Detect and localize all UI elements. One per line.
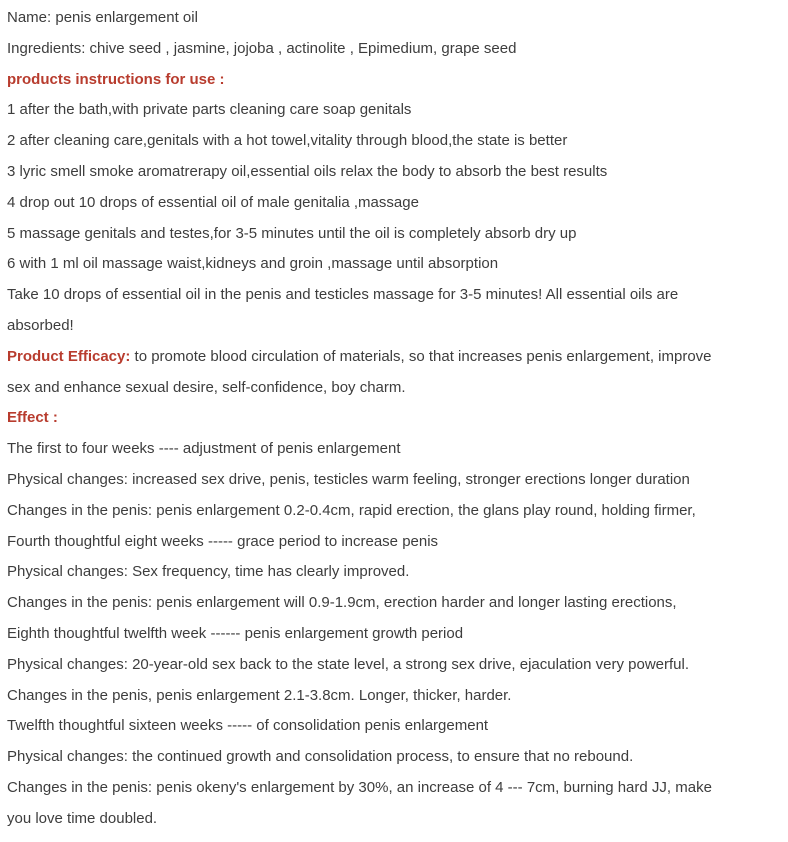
line-body-text: The first to four weeks ---- adjustment of penis enlargement bbox=[7, 440, 401, 458]
text-line bbox=[7, 403, 784, 434]
text-line bbox=[7, 342, 784, 373]
text-line bbox=[7, 496, 784, 527]
text-line bbox=[7, 557, 784, 588]
text-line bbox=[7, 95, 784, 126]
line-body-text: Changes in the penis: penis enlargement will 0.9-1.9cm, erection harder and longer lasting erections, bbox=[7, 594, 677, 612]
section-heading-text: products instructions for use : bbox=[7, 70, 225, 88]
text-line bbox=[7, 188, 784, 219]
text-line bbox=[7, 711, 784, 742]
line-body-text: to promote blood circulation of materials, so that increases penis enlargement, improve bbox=[130, 347, 712, 365]
line-body-text: 2 after cleaning care,genitals with a hot towel,vitality through blood,the state is better bbox=[7, 132, 568, 150]
section-heading-text: Effect : bbox=[7, 409, 58, 427]
line-body-text: Twelfth thoughtful sixteen weeks ----- of consolidation penis enlargement bbox=[7, 717, 489, 735]
line-body-text: Fourth thoughtful eight weeks ----- grace period to increase penis bbox=[7, 532, 439, 550]
text-line bbox=[7, 65, 784, 96]
line-body-text: Take 10 drops of essential oil in the penis and testicles massage for 3-5 minutes! All essential oils are bbox=[7, 286, 679, 304]
text-line bbox=[7, 804, 784, 835]
text-line bbox=[7, 434, 784, 465]
line-body-text: absorbed! bbox=[7, 316, 74, 334]
line-body-text: you love time doubled. bbox=[7, 809, 158, 827]
text-line bbox=[7, 527, 784, 558]
line-body-text: Physical changes: the continued growth and consolidation process, to ensure that no rebound. bbox=[7, 748, 634, 766]
text-line bbox=[7, 650, 784, 681]
line-body-text: Physical changes: Sex frequency, time has clearly improved. bbox=[7, 563, 410, 581]
line-body-text: Changes in the penis, penis enlargement 2.1-3.8cm. Longer, thicker, harder. bbox=[7, 686, 512, 704]
text-line bbox=[7, 588, 784, 619]
section-heading-text: Product Efficacy: bbox=[7, 347, 131, 365]
line-body-text: Ingredients: chive seed , jasmine, jojoba , actinolite , Epimedium, grape seed bbox=[7, 39, 517, 57]
text-line bbox=[7, 311, 784, 342]
text-line bbox=[7, 34, 784, 65]
line-body-text: 4 drop out 10 drops of essential oil of male genitalia ,massage bbox=[7, 193, 419, 211]
line-body-text: Physical changes: increased sex drive, penis, testicles warm feeling, stronger erections longer duration bbox=[7, 470, 690, 488]
text-line bbox=[7, 280, 784, 311]
text-line bbox=[7, 219, 784, 250]
text-line bbox=[7, 249, 784, 280]
text-line bbox=[7, 3, 784, 34]
line-body-text: Physical changes: 20-year-old sex back to the state level, a strong sex drive, ejaculation very powerful. bbox=[7, 655, 690, 673]
line-body-text: Changes in the penis: penis enlargement 0.2-0.4cm, rapid erection, the glans play round, holding firmer, bbox=[7, 501, 696, 519]
text-line bbox=[7, 157, 784, 188]
text-line bbox=[7, 465, 784, 496]
text-line bbox=[7, 126, 784, 157]
line-body-text: Name: penis enlargement oil bbox=[7, 9, 198, 26]
text-line bbox=[7, 742, 784, 773]
text-line bbox=[7, 773, 784, 804]
line-body-text: Changes in the penis: penis okeny's enlargement by 30%, an increase of 4 --- 7cm, burning hard JJ, make bbox=[7, 778, 712, 796]
line-body-text: sex and enhance sexual desire, self-confidence, boy charm. bbox=[7, 378, 406, 396]
text-line bbox=[7, 681, 784, 712]
text-line bbox=[7, 373, 784, 404]
line-body-text: 5 massage genitals and testes,for 3-5 minutes until the oil is completely absorb dry up bbox=[7, 224, 577, 242]
line-body-text: 3 lyric smell smoke aromatrerapy oil,essential oils relax the body to absorb the best results bbox=[7, 162, 608, 180]
line-body-text: Eighth thoughtful twelfth week ------ penis enlargement growth period bbox=[7, 624, 464, 642]
text-line bbox=[7, 619, 784, 650]
line-body-text: 1 after the bath,with private parts cleaning care soap genitals bbox=[7, 101, 412, 119]
line-body-text: 6 with 1 ml oil massage waist,kidneys and groin ,massage until absorption bbox=[7, 255, 499, 273]
